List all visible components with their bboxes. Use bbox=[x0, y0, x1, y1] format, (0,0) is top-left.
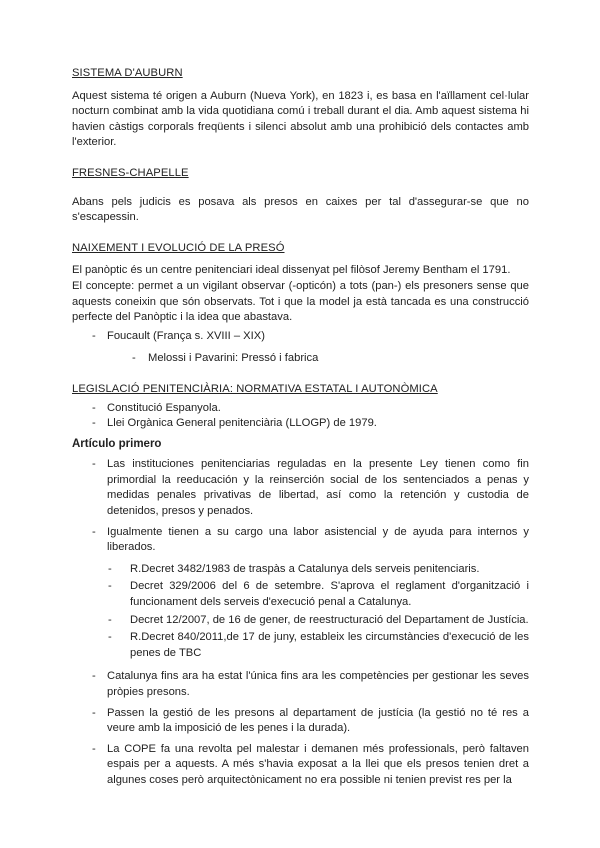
list-item: - La COPE fa una revolta pel malestar i demanen més professionals, però faltaven espais per a aquests. A més s'havia exposat a la llei que els presos tenien dret a algunes coses però arquitectònicament no era possible ni tenien previst res per la bbox=[72, 742, 529, 789]
section-heading-auburn: SISTEMA D'AUBURN bbox=[72, 67, 183, 79]
list-final bbox=[72, 669, 529, 788]
paragraph-panoptic: El panòptic és un centre penitenciari ideal dissenyat pel filòsof Jeremy Bentham el 1791. bbox=[72, 264, 511, 277]
sublist-melossi bbox=[89, 351, 529, 367]
list-foucault bbox=[72, 329, 529, 345]
list-article bbox=[72, 457, 529, 556]
paragraph-fresnes: Abans pels judicis es posava als presos en caixes per tal d'assegurar-se que no s'escapessin. bbox=[72, 195, 529, 224]
list-item: - Decret 12/2007, de 16 de gener, de reestructuració del Departament de Justícia. bbox=[72, 613, 529, 629]
list-item: - Decret 329/2006 del 6 de setembre. S'aprova el reglament d'organització i funcionament dels serveis d'execució penal a Catalunya. bbox=[72, 579, 529, 610]
list-item: - Igualmente tienen a su cargo una labor asistencial y de ayuda para internos y liberados. bbox=[72, 525, 529, 556]
list-item: - Passen la gestió de les presons al departament de justícia (la gestió no té res a veure amb la imposició de les penes i la durada). bbox=[72, 706, 529, 737]
section-heading-naixement: NAIXEMENT I EVOLUCIÓ DE LA PRESÓ bbox=[72, 241, 285, 254]
list-item: - R.Decret 840/2011,de 17 de juny, estableix les circumstàncies d'execució de les penes de TBC bbox=[72, 630, 529, 661]
list-item: - Llei Orgànica General penitenciària (LLOGP) de 1979. bbox=[72, 416, 529, 432]
section-heading-legislacio: LEGISLACIÓ PENITENCIÀRIA: NORMATIVA ESTATAL I AUTONÒMICA bbox=[72, 382, 438, 395]
paragraph-concepte: El concepte: permet a un vigilant observar (-opticón) a tots (pan-) els presoners sense que aquests coneixin que són observats. Tot i que la model ja està tancada es una construcció perfecte del Panòptic i la idea que abastava. bbox=[72, 279, 529, 324]
list-legislacio bbox=[72, 401, 529, 432]
list-item: - Constitució Espanyola. bbox=[72, 401, 529, 417]
document-page bbox=[72, 66, 529, 789]
article-title: Artículo primero bbox=[72, 437, 162, 450]
list-item: - R.Decret 3482/1983 de traspàs a Catalunya dels serveis penitenciaris. bbox=[72, 562, 529, 578]
list-decrets bbox=[72, 562, 529, 662]
list-item: - Foucault (França s. XVIII – XIX) bbox=[72, 329, 529, 345]
list-item: - Las instituciones penitenciarias reguladas en la presente Ley tienen como fin primordial la reeducación y la reinserción social de los sentenciados a penas y medidas penales privativas de libertad, así como la retención y custodia de detenidos, presos y penados. bbox=[72, 457, 529, 519]
list-item: - Catalunya fins ara ha estat l'única fins ara les competències per gestionar les seves pròpies presons. bbox=[72, 669, 529, 700]
section-heading-fresnes: FRESNES-CHAPELLE bbox=[72, 166, 189, 179]
list-item: - Melossi i Pavarini: Pressó i fabrica bbox=[89, 351, 529, 367]
paragraph-auburn: Aquest sistema té origen a Auburn (Nueva York), en 1823 i, es basa en l'aïllament cel·lular nocturn combinat amb la vida quotidiana comú i treball durant el dia. Amb aquest sistema hi havien càstigs corporals freqüents i silenci absolut amb una prohibició dels contactes amb l'exterior. bbox=[72, 89, 529, 149]
